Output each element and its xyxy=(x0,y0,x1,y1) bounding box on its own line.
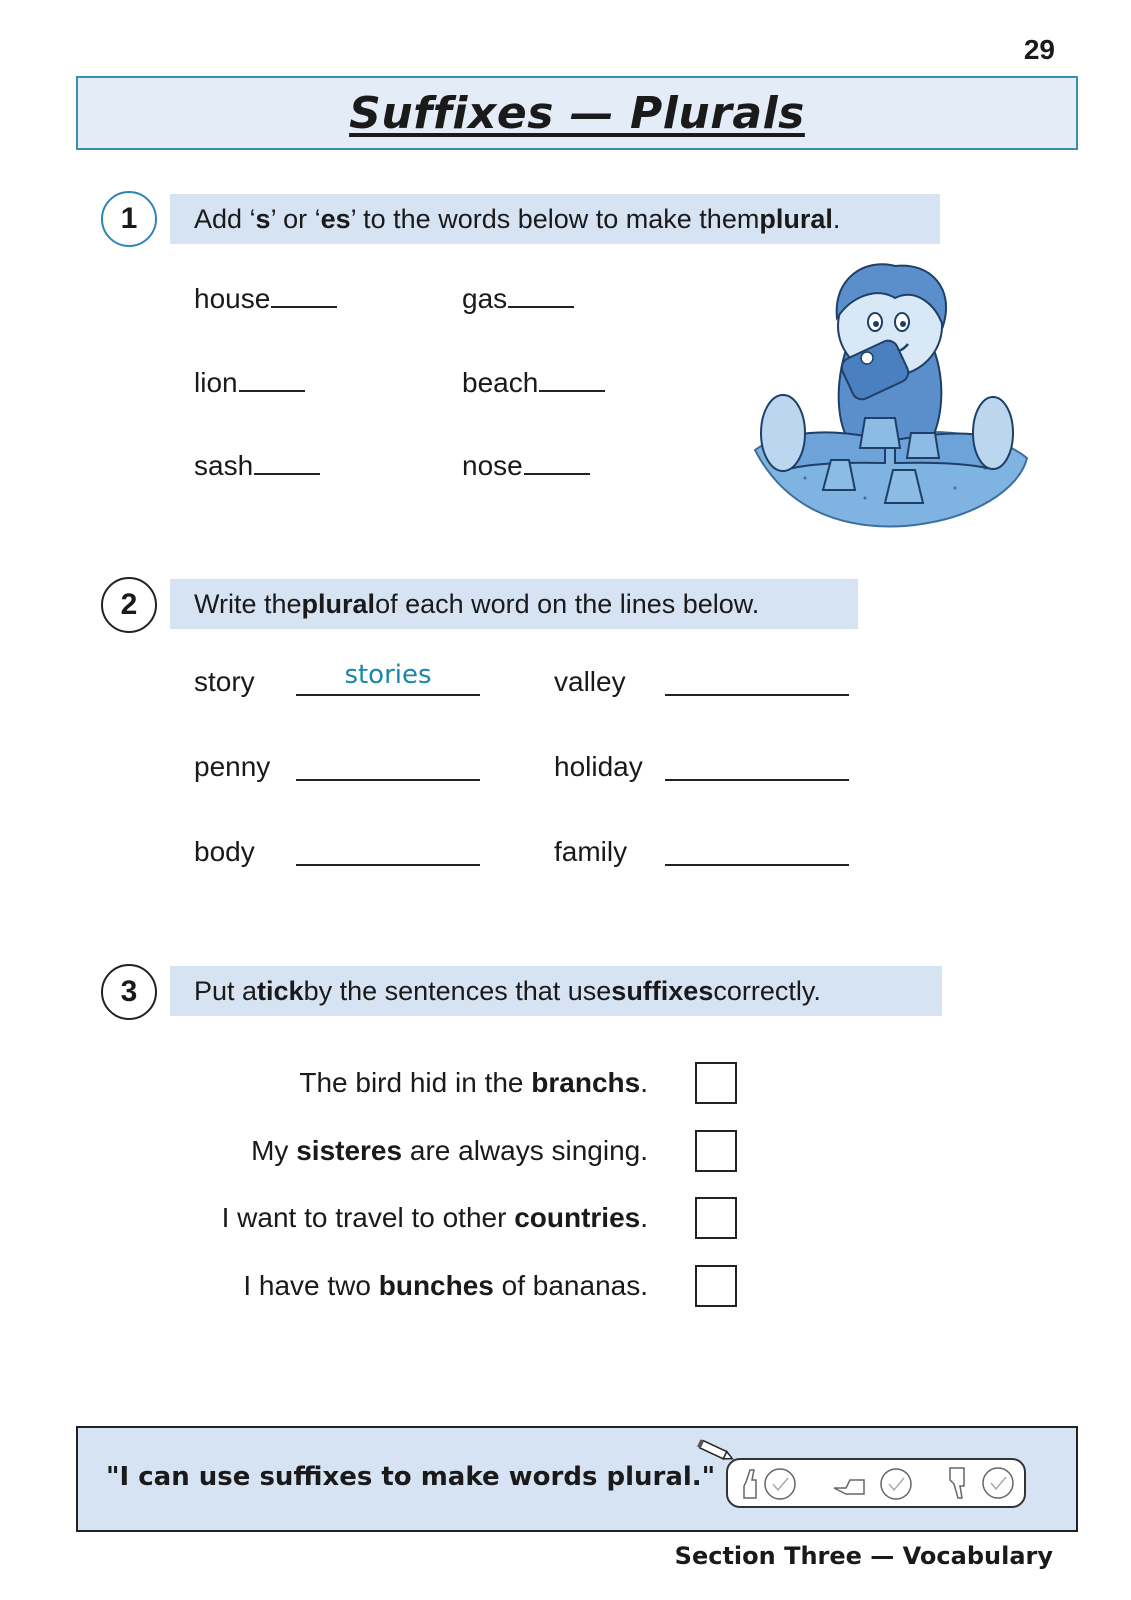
title-banner xyxy=(76,76,1078,150)
q2-answer-line-family[interactable] xyxy=(665,862,849,866)
question-1-instruction: Add ‘ s ’ or ‘ es ’ to the words below to make them plural . xyxy=(170,194,940,244)
q2-answer-line-valley[interactable] xyxy=(665,692,849,696)
q2-word-holiday: holiday xyxy=(554,751,643,782)
q2-word-valley: valley xyxy=(554,666,626,697)
question-2-instruction: Write the plural of each word on the lines below. xyxy=(170,579,858,629)
thumbs-up-icon[interactable] xyxy=(738,1466,798,1502)
q1-word-sash: sash xyxy=(194,449,320,482)
q1-blank-gas[interactable] xyxy=(508,282,574,308)
q2-word-penny: penny xyxy=(194,751,271,782)
thumbs-sideways-icon[interactable] xyxy=(830,1466,914,1502)
thumbs-down-icon[interactable] xyxy=(946,1464,1022,1502)
page-number: 29 xyxy=(1023,34,1055,65)
q3-sentence-4: I have two bunches of bananas. xyxy=(243,1270,648,1301)
question-2-number: 2 xyxy=(101,577,157,633)
q3-checkbox-4[interactable] xyxy=(695,1265,737,1307)
self-assessment-box xyxy=(76,1426,1078,1532)
section-label: Section Three — Vocabulary xyxy=(674,1542,1053,1570)
q1-blank-lion[interactable] xyxy=(239,366,305,392)
q2-answer-line-body[interactable] xyxy=(296,862,480,866)
q2-word-body: body xyxy=(194,836,255,867)
q2-answer-line-story[interactable] xyxy=(296,692,480,696)
q1-word-lion: lion xyxy=(194,366,305,399)
q1-word-beach: beach xyxy=(462,366,605,399)
q1-word-house: house xyxy=(194,282,337,315)
q2-word-family: family xyxy=(554,836,628,867)
page-title: Suffixes — Plurals xyxy=(349,87,805,139)
q1-blank-beach[interactable] xyxy=(539,366,605,392)
q1-word-gas: gas xyxy=(462,282,574,315)
self-assessment-statement: "I can use suffixes to make words plural." xyxy=(106,1462,716,1492)
q3-sentence-2: My sisteres are always singing. xyxy=(251,1135,648,1166)
question-1-number: 1 xyxy=(101,191,157,247)
q3-checkbox-2[interactable] xyxy=(695,1130,737,1172)
q3-sentence-3: I want to travel to other countries. xyxy=(221,1202,648,1233)
q1-blank-nose[interactable] xyxy=(524,449,590,475)
q2-answer-line-holiday[interactable] xyxy=(665,777,849,781)
child-sandcastle-illustration xyxy=(745,258,1035,533)
q1-blank-house[interactable] xyxy=(271,282,337,308)
q1-word-nose: nose xyxy=(462,449,590,482)
q3-checkbox-3[interactable] xyxy=(695,1197,737,1239)
q2-word-story: story xyxy=(194,666,255,697)
question-3-number: 3 xyxy=(101,964,157,1020)
q2-answer-line-penny[interactable] xyxy=(296,777,480,781)
q2-example-answer: stories xyxy=(344,660,432,690)
q3-checkbox-1[interactable] xyxy=(695,1062,737,1104)
q1-blank-sash[interactable] xyxy=(254,449,320,475)
q3-sentence-1: The bird hid in the branchs. xyxy=(299,1067,648,1098)
self-rating-scale xyxy=(726,1458,1026,1508)
question-3-instruction: Put a tick by the sentences that use suffixes correctly. xyxy=(170,966,942,1016)
